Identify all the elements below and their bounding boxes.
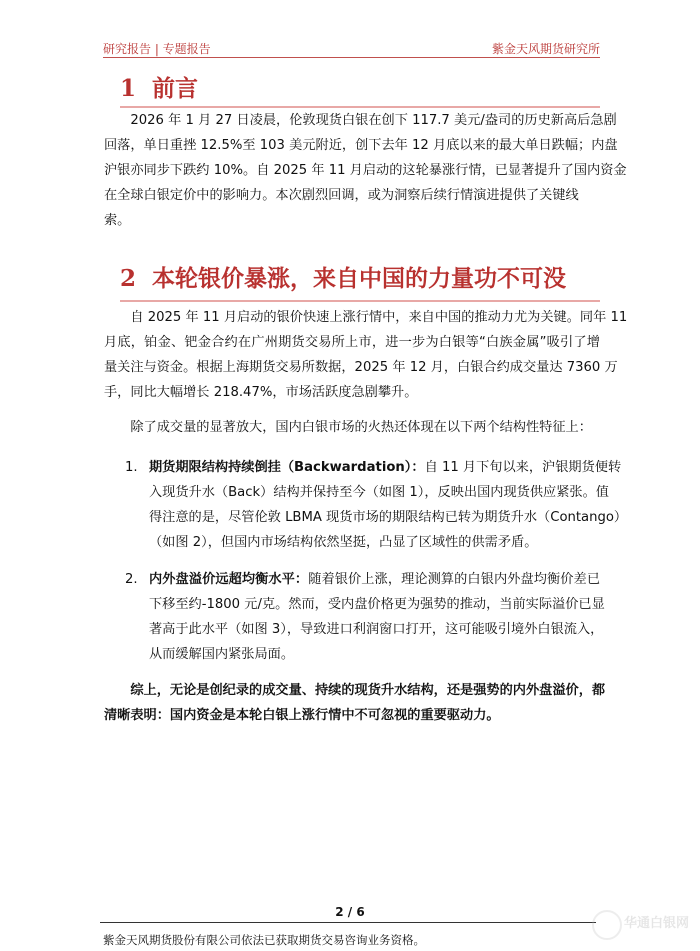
text-line: （如图 2），但国内市场结构依然坚挺，凸显了区域性的供需矛盾。 bbox=[149, 535, 538, 550]
text-line: 自 11 月下旬以来，沪银期货便转 bbox=[424, 460, 622, 475]
text-line: 量关注与资金。根据上海期货交易所数据，2025 年 12 月，白银合约成交量达 7360 万 bbox=[104, 360, 618, 375]
list-number: 1. bbox=[125, 460, 138, 475]
footer-divider bbox=[100, 922, 596, 923]
text-line: 沪银亦同步下跌约 10%。自 2025 年 11 月启动的这轮暴涨行情，已显著提升了国内资金 bbox=[104, 163, 627, 178]
section-2-paragraph-2 bbox=[104, 415, 600, 440]
section-divider bbox=[120, 300, 600, 302]
section-title: 前言 bbox=[152, 75, 199, 102]
text-line: 除了成交量的显著放大，国内白银市场的火热还体现在以下两个结构性特征上： bbox=[104, 420, 592, 435]
header-divider bbox=[103, 57, 600, 58]
conclusion-paragraph bbox=[104, 678, 606, 728]
section-number: 1 bbox=[120, 75, 137, 102]
text-line: 手，同比大幅增长 218.47%，市场活跃度急剧攀升。 bbox=[104, 385, 418, 400]
text-line: 2026 年 1 月 27 日凌晨，伦敦现货白银在创下 117.7 美元/盎司的历史新高后急剧 bbox=[104, 113, 617, 128]
report-type: 研究报告 | 专题报告 bbox=[103, 42, 211, 56]
section-title: 本轮银价暴涨，来自中国的力量功不可没 bbox=[152, 265, 567, 292]
item-title: 内外盘溢价远超均衡水平： bbox=[149, 572, 309, 587]
text-line: 随着银价上涨，理论测算的白银内外盘均衡价差已 bbox=[308, 572, 601, 587]
section-number: 2 bbox=[120, 265, 137, 292]
section-2-heading bbox=[120, 260, 566, 293]
list-number: 2. bbox=[125, 572, 138, 587]
text-line: 月底，铂金、钯金合约在广州期货交易所上市，进一步为白银等“白族金属”吸引了增 bbox=[104, 335, 600, 350]
section-1-paragraph bbox=[104, 108, 627, 233]
text-line: 回落，单日重挫 12.5%至 103 美元附近，创下去年 12 月底以来的最大单日跌幅；内盘 bbox=[104, 138, 618, 153]
text-line: 索。 bbox=[104, 213, 131, 228]
section-2-paragraph-1 bbox=[104, 305, 628, 405]
watermark-icon bbox=[592, 910, 622, 940]
watermark-logo: 华通白银网 bbox=[588, 908, 698, 944]
text-line: 自 2025 年 11 月启动的银价快速上涨行情中，来自中国的推动力尤为关键。同年 11 bbox=[104, 310, 628, 325]
page-number: 2 / 6 bbox=[335, 905, 365, 919]
text-line: 综上，无论是创纪录的成交量、持续的现货升水结构，还是强势的内外盘溢价，都 bbox=[104, 683, 606, 698]
page-header bbox=[103, 40, 600, 56]
text-line: 在全球白银定价中的影响力。本次剧烈回调，或为洞察后续行情演进提供了关键线 bbox=[104, 188, 579, 203]
section-1-heading bbox=[120, 70, 198, 103]
text-line: 入现货升水（Back）结构并保持至今（如图 1），反映出国内现货供应紧张。值 bbox=[149, 485, 609, 500]
footer-disclaimer: 紫金天风期货股份有限公司依法已获取期货交易咨询业务资格。 bbox=[103, 933, 425, 947]
text-line: 著高于此水平（如图 3），导致进口利润窗口打开，这可能吸引境外白银流入， bbox=[149, 622, 604, 637]
text-line: 从而缓解国内紧张局面。 bbox=[149, 647, 295, 662]
text-line: 清晰表明：国内资金是本轮白银上涨行情中不可忽视的重要驱动力。 bbox=[104, 708, 500, 723]
institute-name: 紫金天风期货研究所 bbox=[491, 42, 600, 56]
item-title: 期货期限结构持续倒挂（Backwardation）： bbox=[149, 460, 425, 475]
text-line: 下移至约-1800 元/克。然而，受内盘价格更为强势的推动，当前实际溢价已显 bbox=[149, 597, 605, 612]
text-line: 得注意的是，尽管伦敦 LBMA 现货市场的期限结构已转为期货升水（Contango） bbox=[149, 510, 628, 525]
